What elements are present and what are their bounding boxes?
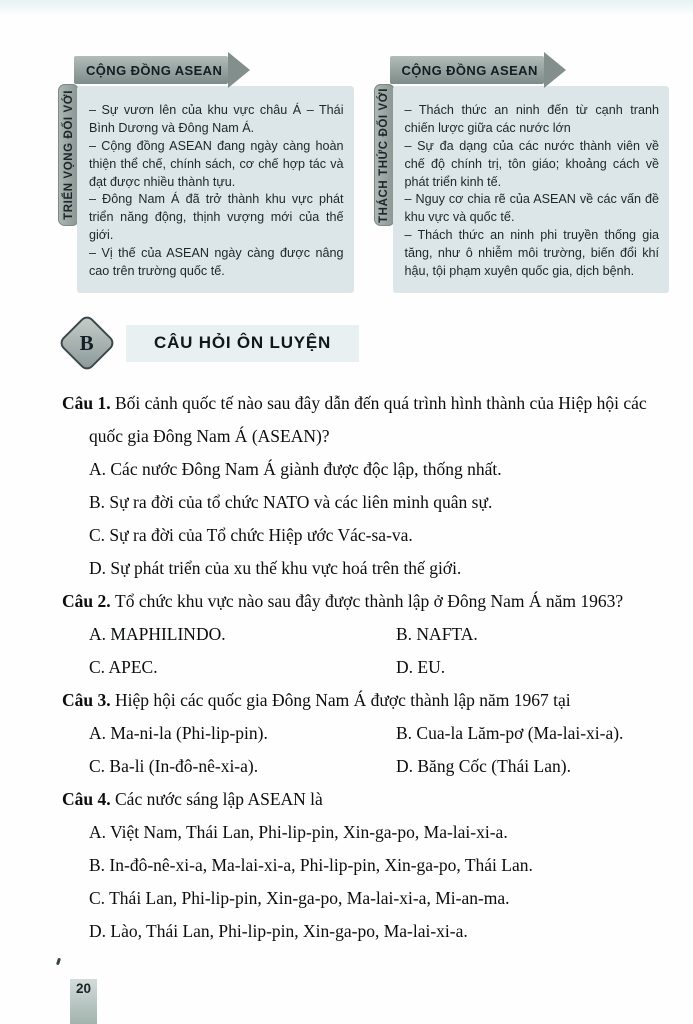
box-panel [393,86,670,293]
asean-boxes-row [58,56,669,293]
box-header-label: CỘNG ĐỒNG ASEAN [86,62,223,78]
answer-option: D. Băng Cốc (Thái Lan). [396,756,571,776]
question-label: Câu 2. [62,591,115,611]
box-bullet: – Thách thức an ninh phi truyền thống gia tăng, như ô nhiễm môi trường, biến đổi khí hậu, tội phạm xuyên quốc gia, dịch bệnh. [404,228,659,278]
question-text [62,387,650,453]
question-body: Tổ chức khu vực nào sau đây được thành lập ở Đông Nam Á năm 1963? [115,591,624,611]
question-block [62,387,650,585]
box-bullet: – Nguy cơ chia rẽ của ASEAN về các vấn đề khu vực và quốc tế. [404,192,659,225]
question-options [89,453,650,585]
box-side-label-bar [374,84,395,226]
box-panel [77,86,354,293]
asean-info-box [58,56,354,293]
box-main [77,56,354,293]
box-arrow-banner [74,56,228,84]
question-text [62,783,650,816]
question-options [89,717,650,783]
question-label: Câu 3. [62,690,115,710]
answer-option: B. In-đô-nê-xi-a, Ma-lai-xi-a, Phi-lip-pin, Xin-ga-po, Thái Lan. [89,855,533,875]
box-bullet: – Sự vươn lên của khu vực châu Á – Thái Bình Dương và Đông Nam Á. [89,103,344,135]
answer-option: A. Việt Nam, Thái Lan, Phi-lip-pin, Xin-ga-po, Ma-lai-xi-a. [89,822,508,842]
answer-option: A. Ma-ni-la (Phi-lip-pin). [89,723,268,743]
ink-speck [56,958,61,966]
section-badge-diamond [57,313,116,372]
box-bullet: – Cộng đồng ASEAN đang ngày càng hoàn thiện thể chế, chính sách, cơ chế hợp tác và đạt được nhiều thành tựu. [89,138,344,189]
asean-info-box [374,56,670,293]
box-main [393,56,670,293]
question-text [62,585,650,618]
page-number-bar [70,979,97,1024]
answer-option: C. Sự ra đời của Tổ chức Hiệp ước Vác-sa-va. [89,525,413,545]
box-side-label: THÁCH THỨC ĐỐI VỚI [378,87,390,223]
answer-option: C. Thái Lan, Phi-lip-pin, Xin-ga-po, Ma-lai-xi-a, Mi-an-ma. [89,888,510,908]
question-options [89,816,650,948]
questions-list [62,387,650,948]
arrow-right-icon [228,52,250,88]
box-bullet: – Sự đa dạng của các nước thành viên về chế độ chính trị, tôn giáo; khoảng cách về phát triển kinh tế. [404,138,659,189]
section-badge-letter: B [79,330,95,355]
box-header-label: CỘNG ĐỒNG ASEAN [401,62,538,78]
box-bullet: – Thách thức an ninh đến từ cạnh tranh chiến lược giữa các nước lớn [404,103,659,135]
answer-option: B. Cua-la Lăm-pơ (Ma-lai-xi-a). [396,723,624,743]
answer-option: D. EU. [396,657,446,677]
question-label: Câu 1. [62,393,115,413]
question-block [62,783,650,948]
answer-option: D. Sự phát triển của xu thế khu vực hoá trên thế giới. [89,558,462,578]
page-number: 20 [75,981,92,996]
question-block [62,585,650,684]
box-bullet: – Vị thế của ASEAN ngày càng được nâng cao trên trường quốc tế. [89,246,344,278]
answer-option: A. Các nước Đông Nam Á giành được độc lập, thống nhất. [89,459,502,479]
box-bullet: – Đông Nam Á đã trở thành khu vực phát triển năng động, thịnh vượng mới của thế giới. [89,192,344,243]
question-options [89,618,650,684]
question-label: Câu 4. [62,789,115,809]
question-block [62,684,650,783]
question-body: Hiệp hội các quốc gia Đông Nam Á được thành lập năm 1967 tại [115,690,571,710]
arrow-right-icon [544,52,566,88]
answer-option: C. APEC. [89,657,158,677]
box-side-label-bar [58,84,79,226]
answer-option: A. MAPHILINDO. [89,624,226,644]
section-title: CÂU HỎI ÔN LUYỆN [126,325,359,362]
box-arrow-banner [390,56,544,84]
answer-option: B. NAFTA. [396,624,478,644]
question-body: Các nước sáng lập ASEAN là [115,789,323,809]
answer-option: B. Sự ra đời của tổ chức NATO và các liên minh quân sự. [89,492,493,512]
answer-option: D. Lào, Thái Lan, Phi-lip-pin, Xin-ga-po, Ma-lai-xi-a. [89,921,468,941]
section-header [60,322,359,364]
box-side-label: TRIỂN VỌNG ĐỐI VỚI [62,90,75,220]
answer-option: C. Ba-li (In-đô-nê-xi-a). [89,756,259,776]
question-body: Bối cảnh quốc tế nào sau đây dẫn đến quá trình hình thành của Hiệp hội các quốc gia Đông Nam Á (ASEAN)? [89,393,647,446]
question-text [62,684,650,717]
